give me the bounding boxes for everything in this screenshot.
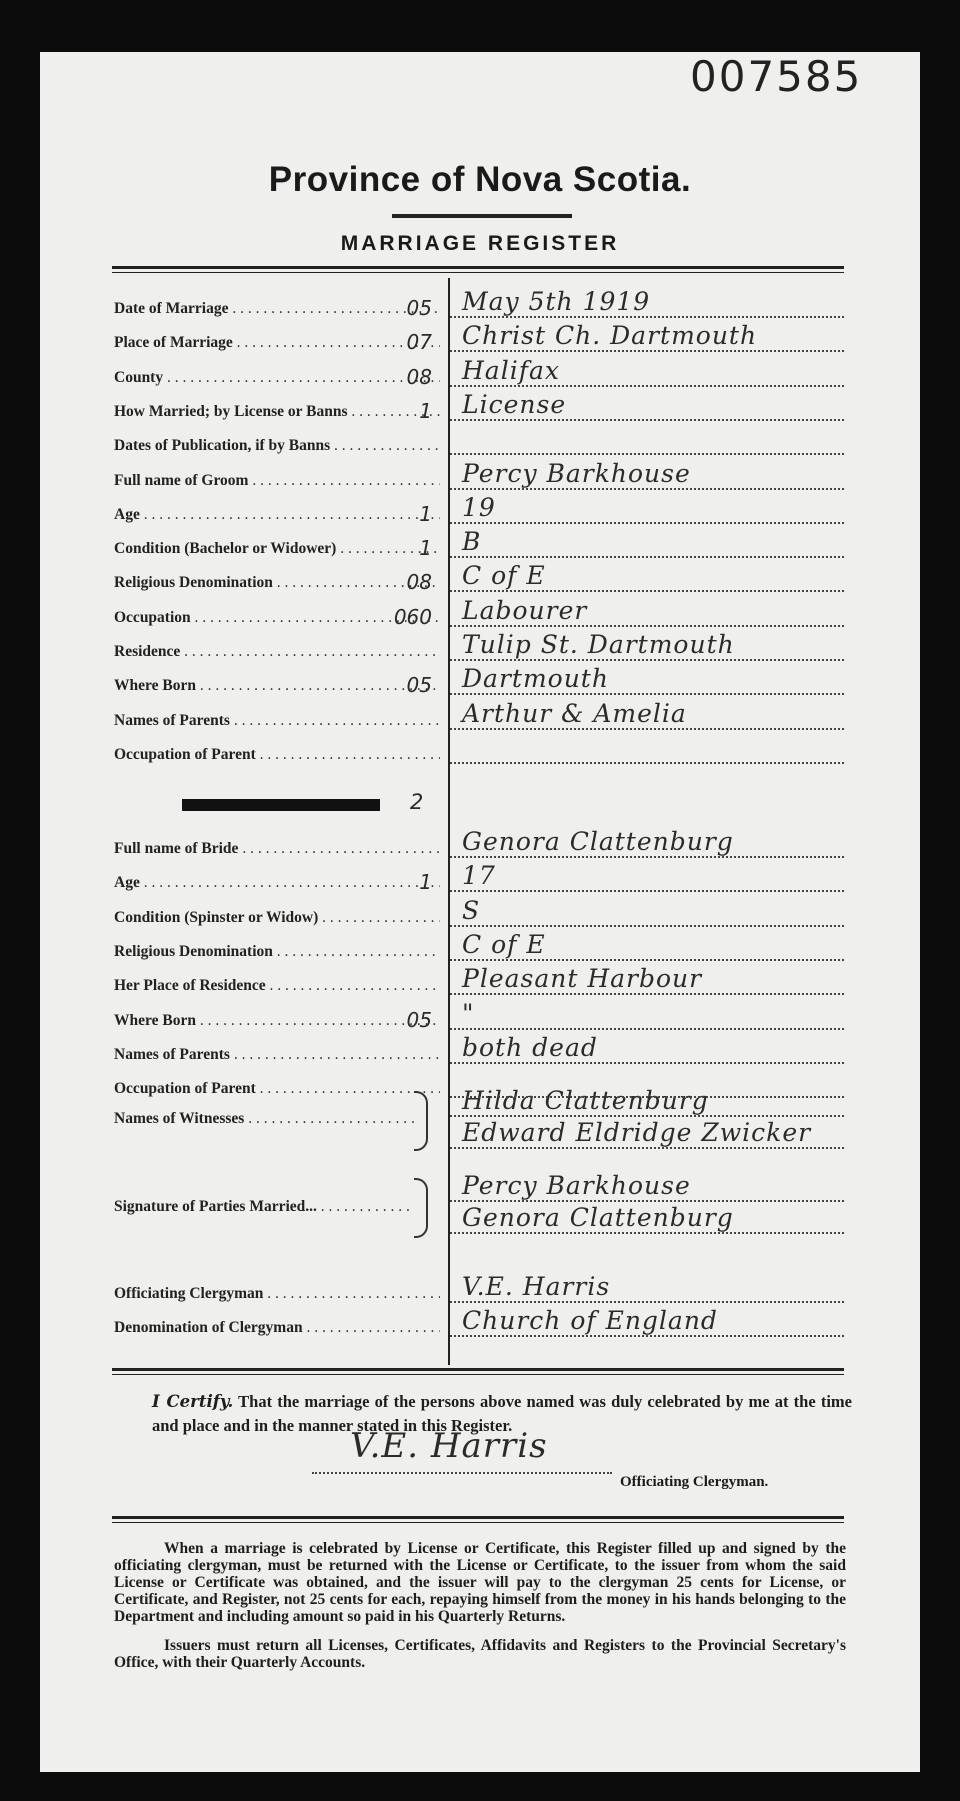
field-handwriting: C of E bbox=[462, 929, 546, 959]
witness-line bbox=[450, 1119, 844, 1149]
field-label: Names of Parents . . . bbox=[114, 1046, 440, 1064]
field-value-line bbox=[450, 698, 844, 730]
field-handwriting: S bbox=[462, 895, 481, 925]
register-row bbox=[114, 287, 844, 324]
field-label: Full name of Groom . . . bbox=[114, 472, 440, 490]
field-label: Dates of Publication, if by Banns . . . bbox=[114, 437, 440, 455]
field-value-line bbox=[450, 1032, 844, 1064]
field-label: Residence . . . bbox=[114, 643, 440, 661]
field-label: Her Place of Residence . . . bbox=[114, 977, 440, 995]
register-row bbox=[114, 1306, 844, 1343]
register-row bbox=[114, 1272, 844, 1309]
field-handwriting: Dartmouth bbox=[462, 664, 609, 694]
field-handwriting: Labourer bbox=[462, 595, 588, 625]
register-row bbox=[114, 389, 844, 427]
page-title: Province of Nova Scotia. bbox=[268, 160, 692, 199]
clergy-signature-caption: Officiating Clergyman. bbox=[620, 1474, 769, 1490]
notice-paragraph: Issuers must return all Licenses, Certificates, Affidavits and Registers to the Provincial Secretary's Office, with their Quarterly Accounts. bbox=[114, 1637, 846, 1671]
register-row bbox=[114, 736, 844, 770]
register-row bbox=[114, 561, 844, 598]
field-value-line bbox=[450, 963, 844, 995]
register-number: 007585 bbox=[690, 52, 863, 101]
field-value-line bbox=[450, 998, 844, 1030]
field-value-line bbox=[450, 826, 844, 858]
signature-line bbox=[450, 1204, 844, 1234]
field-value-line bbox=[450, 732, 844, 764]
bride-section-bar bbox=[182, 799, 380, 811]
signatures-group bbox=[114, 1170, 844, 1240]
instructions-notice bbox=[114, 1540, 846, 1683]
field-value-line bbox=[450, 663, 844, 695]
bride-signature-handwriting: Genora Clattenburg bbox=[462, 1203, 734, 1232]
field-label: Officiating Clergyman . . . bbox=[114, 1285, 440, 1303]
field-value-line bbox=[450, 895, 844, 927]
field-handwriting: both dead bbox=[462, 1032, 598, 1062]
field-value-line bbox=[450, 629, 844, 661]
field-label: County . . . bbox=[114, 369, 440, 387]
field-label: How Married; by License or Banns . . . bbox=[114, 403, 440, 421]
field-code: 07 bbox=[406, 330, 432, 355]
field-handwriting: May 5th 1919 bbox=[462, 287, 651, 316]
register-row bbox=[114, 321, 844, 358]
register-row bbox=[114, 595, 844, 633]
field-value-line bbox=[450, 458, 844, 490]
field-code: 1 bbox=[419, 870, 432, 895]
register-row bbox=[114, 1070, 844, 1104]
field-handwriting: Tulip St. Dartmouth bbox=[462, 630, 735, 659]
field-value-line bbox=[450, 1271, 844, 1303]
bride-section-code: 2 bbox=[410, 790, 424, 814]
register-row bbox=[114, 698, 844, 736]
register-row bbox=[114, 861, 844, 898]
field-handwriting: Christ Ch. Dartmouth bbox=[462, 321, 758, 351]
field-label: Religious Denomination . . . bbox=[114, 574, 440, 592]
field-value-line bbox=[450, 286, 844, 318]
field-code: 05 bbox=[406, 296, 432, 320]
register-row bbox=[114, 427, 844, 461]
certify-top-rule bbox=[112, 1368, 844, 1375]
register-row bbox=[114, 827, 844, 864]
field-value-line bbox=[450, 1066, 844, 1098]
field-code: 08 bbox=[406, 364, 432, 389]
register-row bbox=[114, 929, 844, 967]
field-label: Where Born . . . bbox=[114, 677, 440, 695]
field-code: 1 bbox=[419, 501, 432, 526]
field-label: Condition (Spinster or Widow) . . . bbox=[114, 909, 440, 927]
field-code: 060 bbox=[393, 604, 432, 629]
certify-body: That the marriage of the persons above named was duly celebrated by me at the time and place and in the manner stated in this Register. bbox=[152, 1392, 852, 1435]
field-handwriting: B bbox=[462, 527, 482, 557]
field-value-line bbox=[450, 560, 844, 592]
field-label: Denomination of Clergyman . . . bbox=[114, 1319, 440, 1337]
field-value-line bbox=[450, 423, 844, 455]
field-value-line bbox=[450, 320, 844, 352]
register-row bbox=[114, 895, 844, 933]
field-value-line bbox=[450, 1305, 844, 1337]
field-label: Occupation . . . bbox=[114, 609, 440, 627]
field-handwriting: Percy Barkhouse bbox=[462, 458, 691, 488]
field-handwriting: " bbox=[462, 998, 475, 1028]
field-handwriting: 19 bbox=[462, 492, 496, 522]
field-handwriting: Pleasant Harbour bbox=[462, 964, 703, 994]
register-row bbox=[114, 458, 844, 496]
field-label: Place of Marriage . . . bbox=[114, 334, 440, 352]
field-handwriting: License bbox=[462, 389, 567, 419]
field-handwriting: Church of England bbox=[462, 1306, 718, 1335]
field-value-line bbox=[450, 526, 844, 558]
field-value-line bbox=[450, 355, 844, 387]
field-label: Age . . . bbox=[114, 874, 440, 892]
register-row bbox=[114, 1032, 844, 1070]
field-label: Religious Denomination . . . bbox=[114, 943, 440, 961]
field-handwriting: Halifax bbox=[462, 355, 560, 385]
field-handwriting: Genora Clattenburg bbox=[462, 827, 734, 856]
field-value-line bbox=[450, 389, 844, 421]
register-row bbox=[114, 630, 844, 667]
field-label: Full name of Bride . . . bbox=[114, 840, 440, 858]
groom-signature-handwriting: Percy Barkhouse bbox=[462, 1171, 691, 1200]
field-handwriting: Arthur & Amelia bbox=[462, 698, 687, 728]
signatures-brace bbox=[414, 1178, 428, 1238]
certify-lead: I Certify. bbox=[152, 1392, 234, 1411]
register-row bbox=[114, 355, 844, 393]
witness-1-handwriting: Hilda Clattenburg bbox=[462, 1086, 709, 1115]
register-row bbox=[114, 527, 844, 564]
field-code: 05 bbox=[406, 1007, 432, 1032]
title-rule bbox=[392, 214, 572, 218]
signatures-label: Signature of Parties Married... . . . bbox=[114, 1198, 414, 1216]
field-code: 05 bbox=[406, 673, 432, 698]
notice-paragraph: When a marriage is celebrated by License or Certificate, this Register filled up and signed by the officiating clergyman, must be returned with the License or Certificate, to the issuer from whom the said License or Certificate was obtained, and the issuer will pay to the clergyman 25 cents for License, or Certificate, and Register, not 25 cents for each, repaying himself from the money in his hands belonging to the Department and including amount so paid in his Quarterly Returns. bbox=[114, 1540, 846, 1625]
field-label: Age . . . bbox=[114, 506, 440, 524]
notice-top-rule bbox=[112, 1516, 844, 1523]
field-handwriting: V.E. Harris bbox=[462, 1272, 611, 1301]
field-label: Condition (Bachelor or Widower) . . . bbox=[114, 540, 440, 558]
field-label: Where Born . . . bbox=[114, 1012, 440, 1030]
clergy-signature-handwriting: V.E. Harris bbox=[350, 1426, 548, 1466]
witness-2-handwriting: Edward Eldridge Zwicker bbox=[462, 1118, 812, 1147]
register-row bbox=[114, 492, 844, 530]
field-label: Date of Marriage . . . bbox=[114, 300, 440, 318]
header-double-rule bbox=[112, 266, 844, 273]
field-label: Occupation of Parent . . . bbox=[114, 746, 440, 764]
field-code: 1 bbox=[419, 398, 432, 423]
field-code: 1 bbox=[419, 536, 432, 561]
register-row bbox=[114, 964, 844, 1001]
field-value-line bbox=[450, 595, 844, 627]
field-label: Names of Parents . . . bbox=[114, 712, 440, 730]
field-handwriting: 17 bbox=[462, 861, 496, 891]
field-value-line bbox=[450, 929, 844, 961]
signature-line bbox=[450, 1172, 844, 1202]
page-subtitle: MARRIAGE REGISTER bbox=[340, 232, 620, 255]
witnesses-label: Names of Witnesses . . . bbox=[114, 1110, 414, 1128]
register-row bbox=[114, 664, 844, 701]
field-handwriting: C of E bbox=[462, 561, 546, 591]
field-value-line bbox=[450, 860, 844, 892]
field-label: Occupation of Parent . . . bbox=[114, 1080, 440, 1098]
field-code: 08 bbox=[406, 570, 432, 595]
field-value-line bbox=[450, 492, 844, 524]
register-row bbox=[114, 998, 844, 1036]
